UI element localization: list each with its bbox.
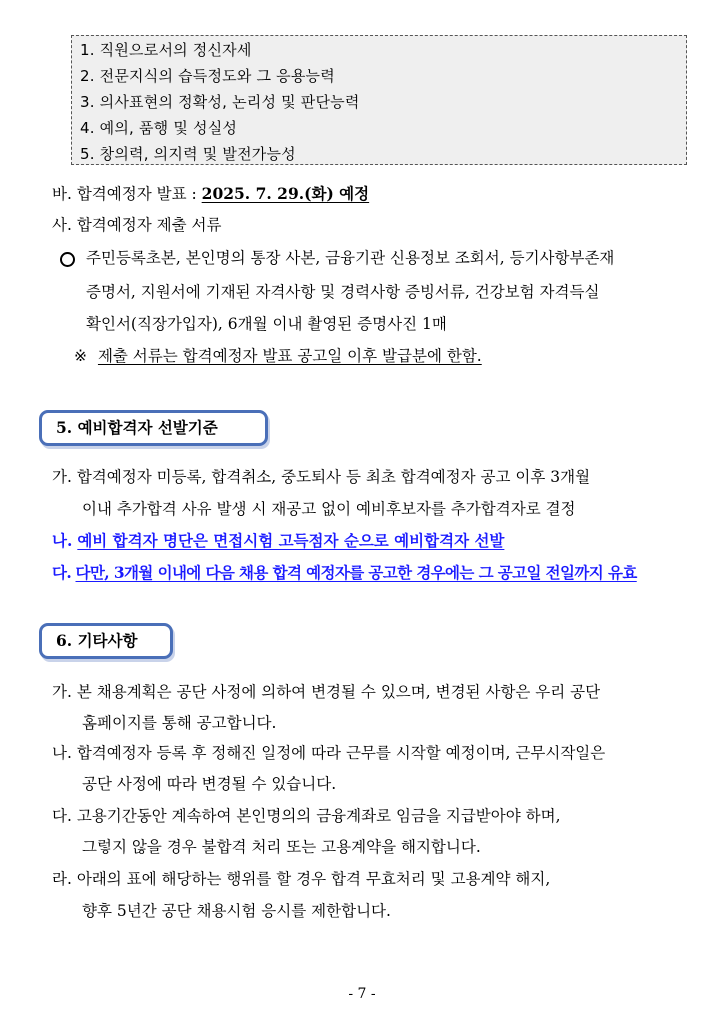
- note-text: 제출 서류는 합격예정자 발표 공고일 이후 발급분에 한함.: [97, 347, 482, 365]
- documents-title: 사. 합격예정자 제출 서류: [52, 216, 222, 234]
- na-prefix: 나.: [52, 531, 73, 550]
- section-6-heading: 6. 기타사항: [39, 623, 173, 659]
- announce-line: [52, 182, 369, 204]
- documents-note: [74, 344, 482, 366]
- da-prefix: 다.: [52, 563, 72, 582]
- criteria-item: 1. 직원으로서의 정신자세: [80, 41, 252, 59]
- criteria-item: 3. 의사표현의 정확성, 논리성 및 판단능력: [80, 93, 360, 111]
- na-text: 예비 합격자 명단은 면접시험 고득점자 순으로 예비합격자 선발: [77, 531, 505, 550]
- criteria-item: 4. 예의, 품행 및 성실성: [80, 119, 238, 137]
- documents-line: 주민등록초본, 본인명의 통장 사본, 금융기관 신용정보 조회서, 등기사항부존재: [86, 249, 615, 267]
- section-5-da-line: [52, 561, 637, 583]
- note-mark: ※: [74, 347, 87, 365]
- section-5-na-line: [52, 529, 504, 551]
- announce-label: 바. 합격예정자 발표 :: [52, 185, 202, 203]
- circle-bullet-icon: [60, 252, 75, 267]
- documents-line: 증명서, 지원서에 기재된 자격사항 및 경력사항 증빙서류, 건강보험 자격득실: [86, 283, 600, 301]
- criteria-item: 2. 전문지식의 습득정도와 그 응용능력: [80, 67, 335, 85]
- section-6-item-line: 라. 아래의 표에 해당하는 행위를 할 경우 합격 무효처리 및 고용계약 해지,: [52, 870, 551, 888]
- da-text: 다만, 3개월 이내에 다음 채용 합격 예정자를 공고한 경우에는 그 공고일 전일까지 유효: [75, 563, 637, 582]
- section-5-heading: 5. 예비합격자 선발기준: [39, 410, 268, 446]
- page-number: - 7 -: [348, 986, 376, 1002]
- documents-line: 확인서(직장가입자), 6개월 이내 촬영된 증명사진 1매: [86, 315, 447, 333]
- section-6-item-line: 공단 사정에 따라 변경될 수 있습니다.: [82, 775, 337, 793]
- section-6-item-line: 다. 고용기간동안 계속하여 본인명의의 금융계좌로 임금을 지급받아야 하며,: [52, 807, 561, 825]
- section-6-item-line: 홈페이지를 통해 공고합니다.: [82, 714, 277, 732]
- section-6-item-line: 가. 본 채용계획은 공단 사정에 의하여 변경될 수 있으며, 변경된 사항은 우리 공단: [52, 683, 601, 701]
- section-6-item-line: 그렇지 않을 경우 불합격 처리 또는 고용계약을 해지합니다.: [82, 838, 481, 856]
- criteria-item: 5. 창의력, 의지력 및 발전가능성: [80, 145, 296, 163]
- section-5-ga-line: 가. 합격예정자 미등록, 합격취소, 중도퇴사 등 최초 합격예정자 공고 이후 3개월: [52, 468, 591, 486]
- section-6-item-line: 향후 5년간 공단 채용시험 응시를 제한합니다.: [82, 902, 391, 920]
- announce-date: 2025. 7. 29.(화) 예정: [201, 184, 370, 203]
- evaluation-criteria-box: [71, 35, 687, 165]
- section-6-item-line: 나. 합격예정자 등록 후 정해진 일정에 따라 근무를 시작할 예정이며, 근무시작일은: [52, 744, 606, 762]
- section-5-ga-line: 이내 추가합격 사유 발생 시 재공고 없이 예비후보자를 추가합격자로 결정: [82, 500, 576, 518]
